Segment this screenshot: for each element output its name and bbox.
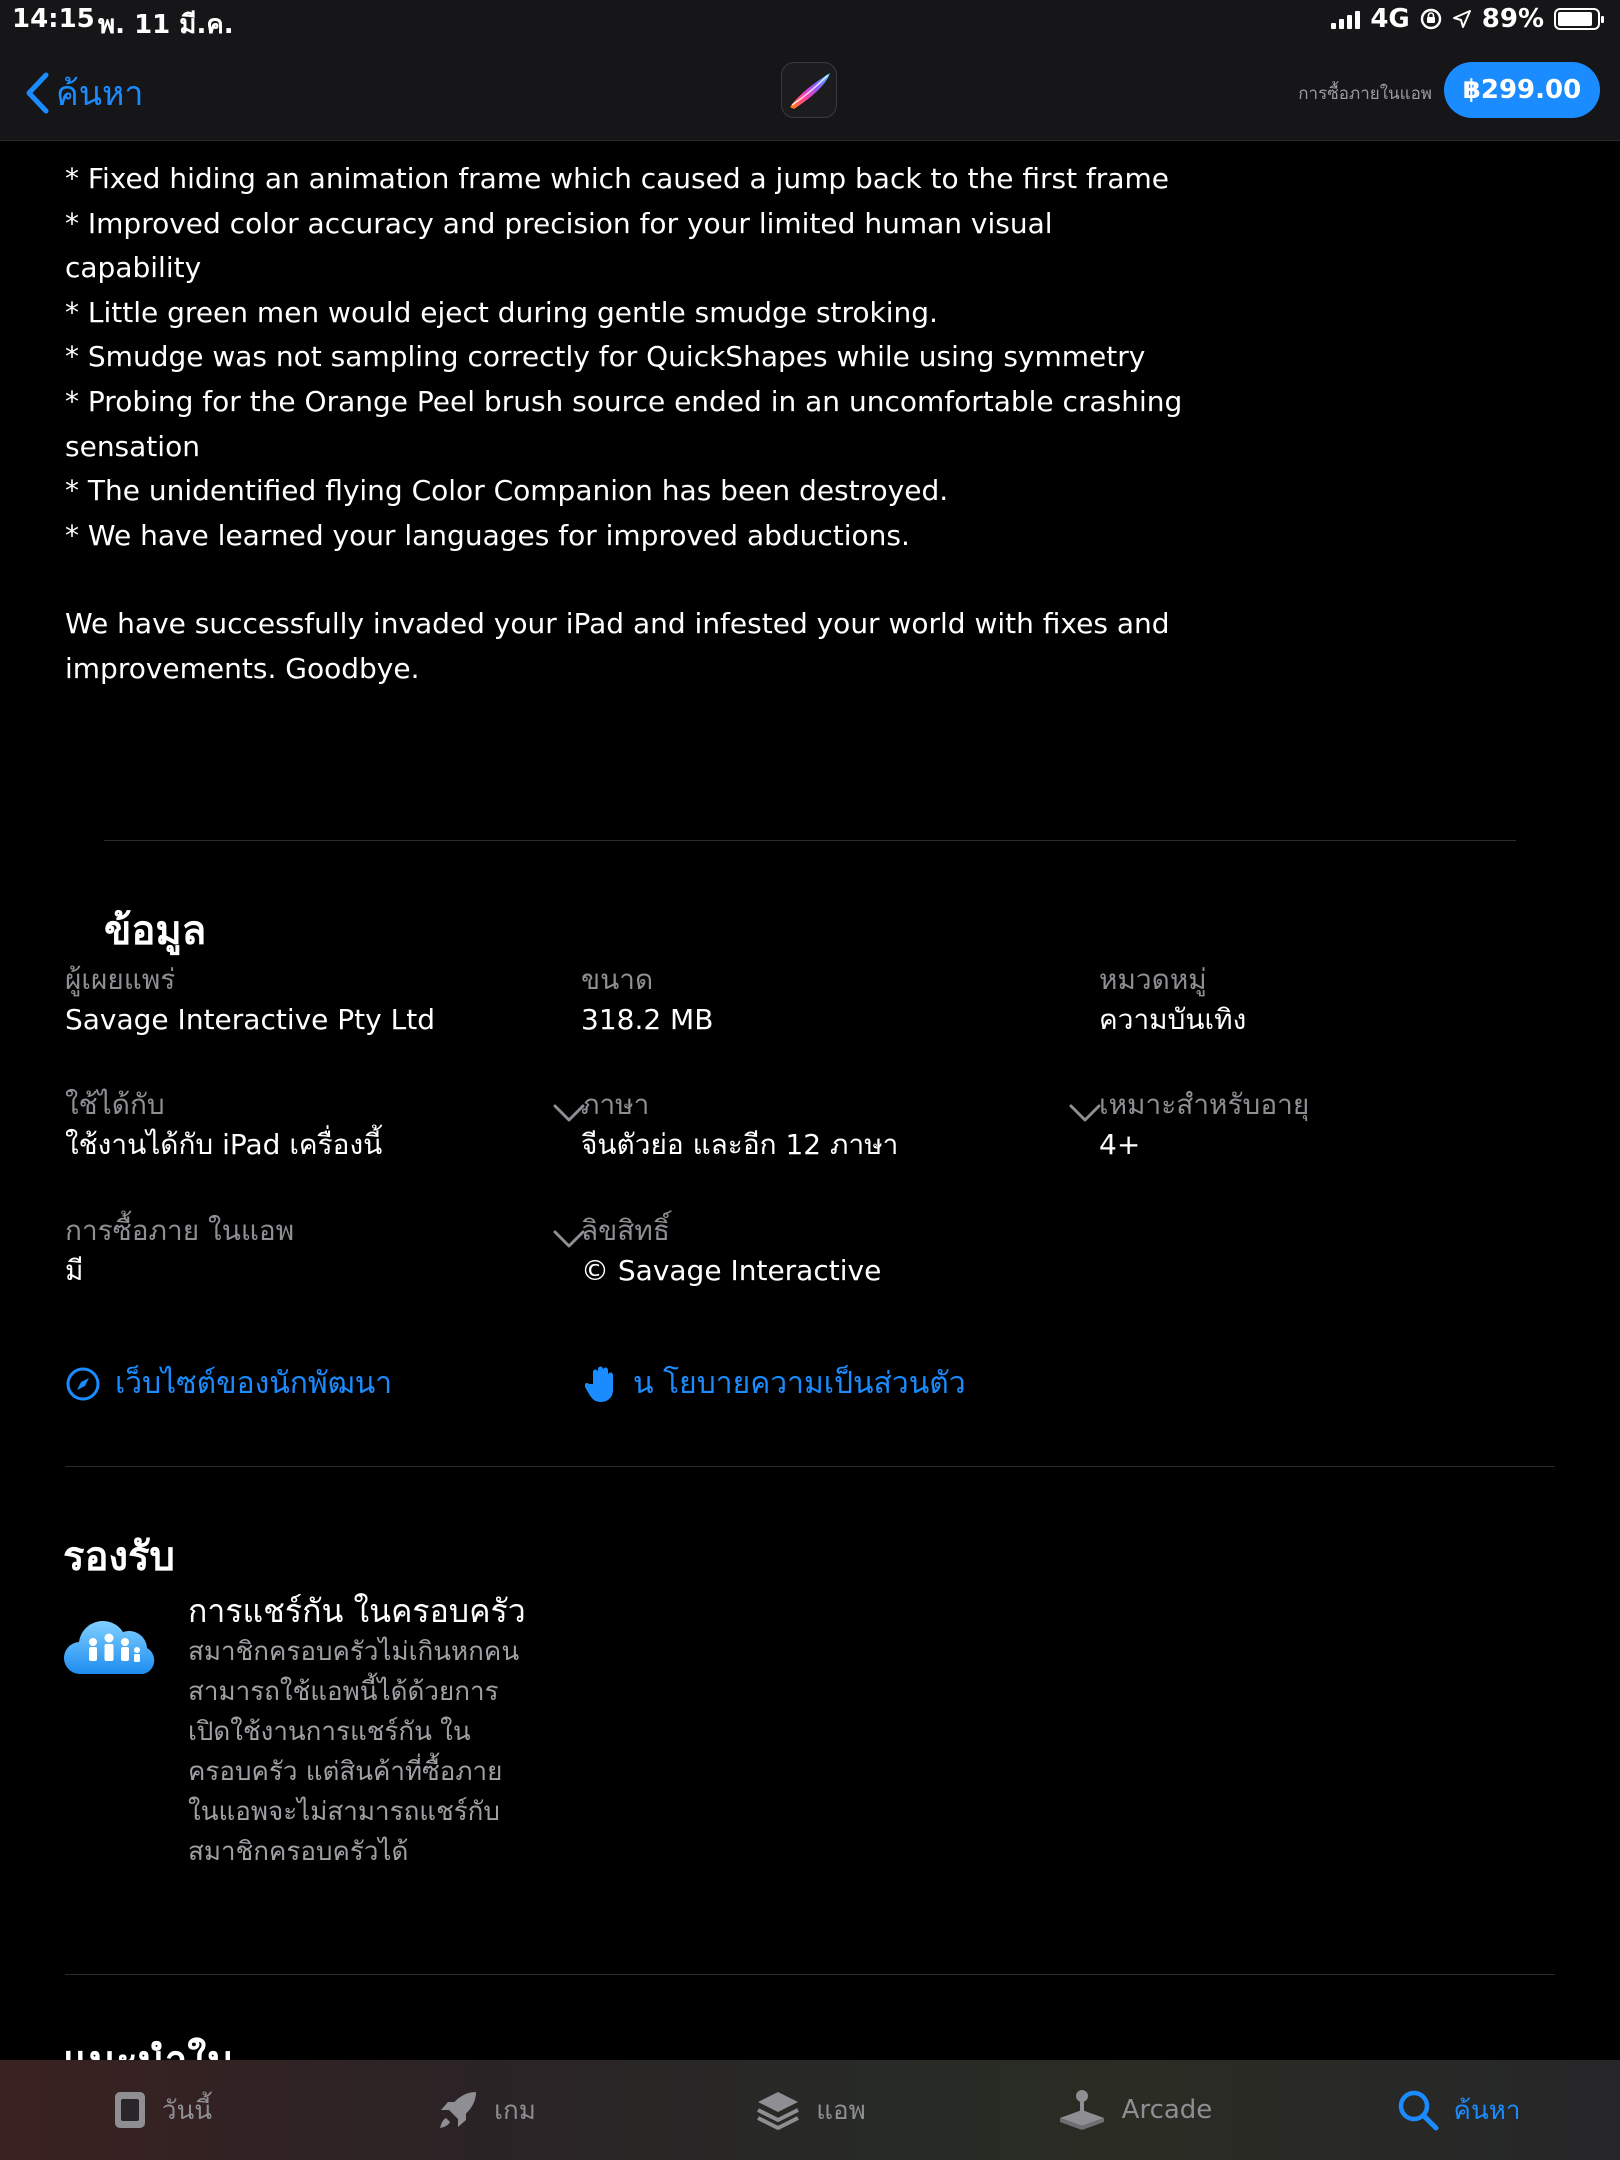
release-note-line: * We have learned your languages for improved abductions. (65, 518, 910, 552)
in-app-purchases-label: การซื้อภาย ในแอพ (65, 1214, 295, 1247)
publisher-label: ผู้เผยแพร่ (65, 963, 176, 996)
chevron-left-icon (24, 72, 50, 114)
top-bar (0, 0, 1620, 141)
compatibility-info[interactable] (65, 1085, 545, 1165)
battery-percent: 89% (1481, 4, 1544, 34)
age-rating-info (1099, 1085, 1579, 1165)
age-rating-value: 4+ (1099, 1128, 1141, 1161)
orientation-lock-icon (1420, 8, 1442, 30)
release-notes-outro: We have successfully invaded your iPad and infested your world with fixes and improvements. Goodbye. (65, 607, 1170, 685)
in-app-purchase-label: การซื้อภายในแอพ (1298, 84, 1432, 104)
compass-icon (65, 1366, 101, 1402)
release-note-line: * The unidentified flying Color Companion has been destroyed. (65, 474, 949, 508)
in-app-purchases-value: มี (65, 1254, 84, 1287)
network-type: 4G (1370, 4, 1410, 34)
size-label: ขนาด (581, 963, 654, 996)
battery-icon (1554, 8, 1600, 30)
tab-arcade[interactable] (972, 2060, 1296, 2160)
release-note-line: * Little green men would eject during gentle smudge stroking. (65, 295, 938, 329)
release-note-line: * Improved color accuracy and precision for your limited human visual capability (65, 206, 1053, 285)
app-icon[interactable] (781, 62, 837, 118)
back-button-label: ค้นหา (56, 74, 144, 114)
tab-search[interactable] (1296, 2060, 1620, 2160)
apps-stack-icon (754, 2088, 802, 2132)
tab-arcade-label: Arcade (1121, 2095, 1213, 2125)
compatibility-value: ใช้งานได้กับ iPad เครื่องนี้ (65, 1128, 383, 1161)
procreate-brush-icon (782, 63, 837, 118)
language-value: จีนตัวย่อ และอีก 12 ภาษา (581, 1128, 899, 1161)
copyright-label: ลิขสิทธิ์ (581, 1214, 670, 1247)
category-value: ความบันเทิง (1099, 1003, 1247, 1036)
age-rating-label: เหมาะสำหรับอายุ (1099, 1088, 1310, 1121)
category-info (1099, 960, 1579, 1040)
category-label: หมวดหมู่ (1099, 963, 1207, 996)
status-date: พ. 11 มี.ค. (98, 10, 234, 40)
information-title: ข้อมูล (104, 908, 207, 954)
family-sharing-description: สมาชิกครอบครัวไม่เกินหกคนสามารถใช้แอพนี้ได้ด้วยการเปิดใช้งานการแชร์กัน ในครอบครัว แต่สินค้าที่ซื้อภาย ในแอพจะไม่สามารถแชร์กับสมาชิกครอบครัวได้ (188, 1637, 520, 1867)
size-info (581, 960, 1061, 1040)
size-value: 318.2 MB (581, 1003, 714, 1036)
search-icon (1396, 2088, 1440, 2132)
release-note-line: * Smudge was not sampling correctly for QuickShapes while using symmetry (65, 340, 1146, 374)
language-label: ภาษา (581, 1088, 650, 1121)
tab-today[interactable] (0, 2060, 324, 2160)
family-sharing-icon (63, 1614, 159, 1678)
release-note-line: * Fixed hiding an animation frame which caused a jump back to the first frame (65, 162, 1169, 195)
privacy-policy-label: น โยบายความเป็นส่วนตัว (633, 1366, 966, 1401)
compatibility-label: ใช้ได้กับ (65, 1088, 165, 1121)
tab-today-label: วันนี้ (161, 2095, 213, 2126)
status-indicators (1331, 4, 1600, 34)
in-app-purchases-info[interactable] (65, 1211, 545, 1291)
publisher-info (65, 960, 545, 1040)
privacy-policy-link[interactable] (585, 1360, 966, 1407)
tab-search-label: ค้นหา (1453, 2095, 1521, 2126)
status-time: 14:15 (12, 4, 95, 34)
price-button[interactable]: ฿299.00 (1444, 62, 1600, 118)
section-divider (65, 1466, 1555, 1467)
release-notes (65, 157, 1185, 692)
tab-games-label: เกม (494, 2095, 536, 2126)
developer-website-link[interactable] (65, 1360, 392, 1407)
family-sharing-title: การแชร์กัน ในครอบครัว (188, 1592, 526, 1630)
publisher-value: Savage Interactive Pty Ltd (65, 1003, 435, 1036)
tab-games[interactable] (324, 2060, 648, 2160)
back-button[interactable] (24, 66, 144, 120)
rocket-icon (436, 2088, 480, 2132)
developer-website-label: เว็บไซต์ของนักพัฒนา (115, 1366, 393, 1401)
release-note-line: * Probing for the Orange Peel brush source ended in an uncomfortable crashing sensation (65, 384, 1183, 463)
copyright-info (581, 1211, 1061, 1291)
supports-title: รองรับ (63, 1534, 175, 1580)
raised-hand-icon (585, 1364, 619, 1404)
copyright-value: © Savage Interactive (581, 1254, 882, 1287)
section-divider (104, 840, 1516, 841)
today-icon (112, 2089, 148, 2131)
arcade-joystick-icon (1056, 2088, 1108, 2132)
cellular-signal-icon (1331, 9, 1360, 29)
language-info[interactable] (581, 1085, 1061, 1165)
section-divider (65, 1974, 1555, 1975)
tab-apps-label: แอพ (816, 2095, 866, 2126)
chevron-down-icon[interactable] (1069, 1103, 1101, 1123)
tab-apps[interactable] (648, 2060, 972, 2160)
tab-bar (0, 2060, 1620, 2160)
location-arrow-icon (1452, 9, 1472, 29)
